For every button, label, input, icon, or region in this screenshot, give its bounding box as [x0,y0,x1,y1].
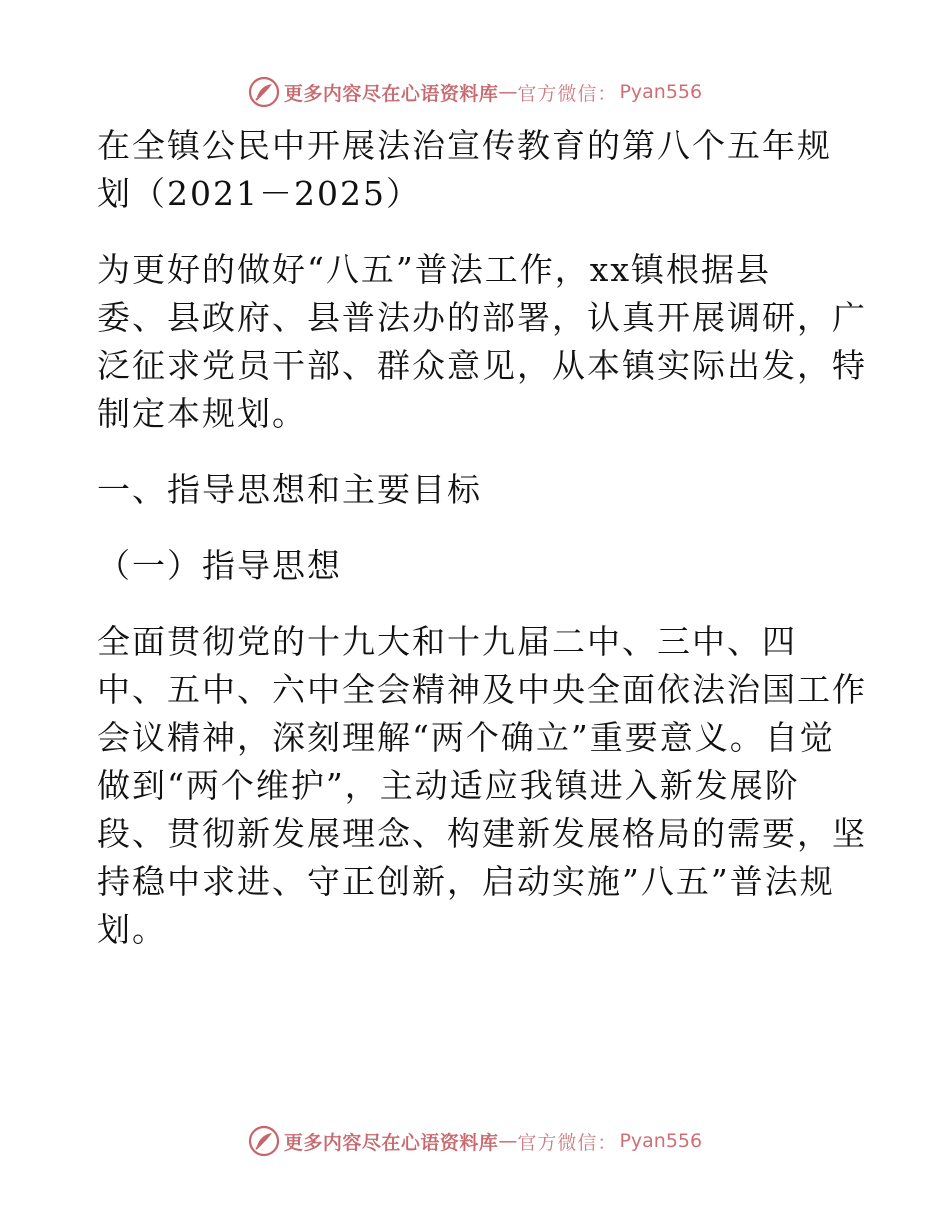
brand-logo-icon [248,1125,280,1157]
banner-contact-id: Pyan556 [619,81,703,103]
document-title-line: 划（2021－2025） [97,174,421,213]
banner-separator: — [498,81,518,103]
banner-main-text: 更多内容尽在心语资料库 [283,82,499,105]
subsection-heading: （一）指导思想 [97,546,342,585]
header-watermark-banner [0,72,950,112]
body-paragraph-line: 全面贯彻党的十九大和十九届二中、三中、四 [97,622,797,661]
body-paragraph-line: 持稳中求进、守正创新，启动实施”八五”普法规 [97,862,835,901]
body-paragraph-line: 划。 [97,910,167,949]
document-title-line: 在全镇公民中开展法治宣传教育的第八个五年规 [97,126,832,165]
body-paragraph-line: 中、五中、六中全会精神及中央全面依法治国工作 [97,670,867,709]
body-paragraph-line: 做到“两个维护”，主动适应我镇进入新发展阶 [97,766,800,805]
banner-contact-label: 官方微信： [517,1131,618,1154]
document-body [97,122,867,954]
intro-paragraph-line: 泛征求党员干部、群众意见，从本镇实际出发，特 [97,346,867,385]
brand-logo-icon [248,76,280,108]
intro-paragraph-line: 委、县政府、县普法办的部署，认真开展调研，广 [97,298,867,337]
banner-separator: — [498,1130,518,1152]
intro-paragraph-line: 为更好的做好“八五”普法工作，xx镇根据县 [97,250,771,289]
banner-contact-label: 官方微信： [517,82,618,105]
intro-paragraph-line: 制定本规划。 [97,394,307,433]
body-paragraph-line: 段、贯彻新发展理念、构建新发展格局的需要，坚 [97,814,867,853]
section-heading: 一、指导思想和主要目标 [97,470,482,509]
banner-contact-id: Pyan556 [619,1130,703,1152]
banner-main-text: 更多内容尽在心语资料库 [283,1131,499,1154]
footer-watermark-banner [0,1121,950,1161]
body-paragraph-line: 会议精神，深刻理解“两个确立”重要意义。自觉 [97,718,835,757]
